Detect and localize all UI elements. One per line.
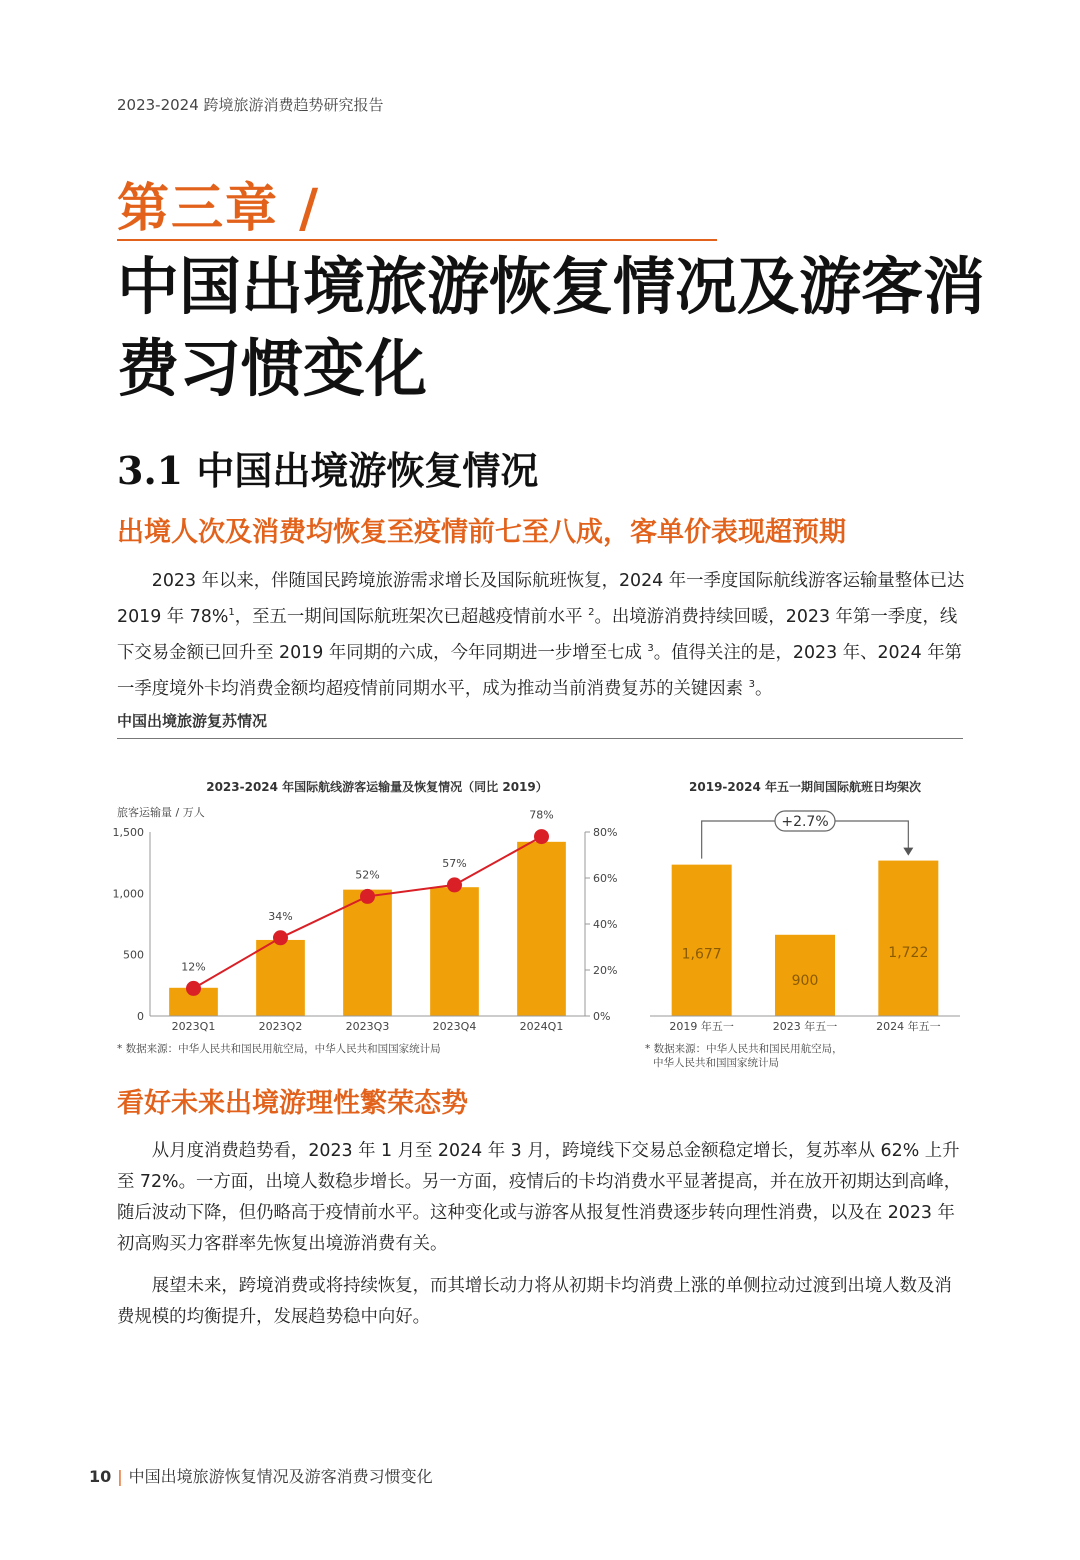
- recovery-label: 57%: [442, 856, 467, 870]
- recovery-point-2023Q2: [273, 930, 288, 945]
- bar-2019 年五一: [672, 865, 732, 1016]
- y-axis-label: 旅客运输量 / 万人: [117, 806, 205, 819]
- bar-2024Q1: [517, 842, 566, 1016]
- x-tick-label: 2024 年五一: [876, 1020, 941, 1033]
- bar-2023Q4: [430, 887, 479, 1016]
- left-tick-label: 500: [123, 948, 144, 962]
- footnote-ref: 2: [588, 607, 595, 618]
- right-tick-label: 20%: [593, 964, 618, 977]
- recovery-heading: 出境人次及消费均恢复至疫情前七至八成，客单价表现超预期: [117, 517, 846, 548]
- left-tick-label: 1,500: [112, 826, 144, 839]
- passenger-volume-chart: [110, 800, 630, 1040]
- source-line: 中华人民共和国国家统计局: [653, 1057, 779, 1069]
- footnote-ref: 3: [647, 642, 654, 654]
- source-line: * 数据来源：中华人民共和国民用航空局，: [645, 1043, 843, 1055]
- recovery-point-2023Q1: [186, 981, 201, 996]
- recovery-label: 12%: [181, 960, 206, 974]
- para-text: 2023 年以来，伴随国民跨境旅游需求增长及国际航班恢复，2024 年一季度国际航线游客运输量整体已达 2019 年 78%: [117, 571, 965, 627]
- growth-label: +2.7%: [781, 814, 829, 830]
- para-text: 。出境游消费持续回暖，2023 年第一季度，线下交易金额已回升至 2019 年同期的六成，今年同期进一步增至七成: [117, 606, 958, 663]
- outlook-paragraph-2: 展望未来，跨境消费或将持续恢复，而其增长动力将从初期卡均消费上涨的单侧拉动过渡到出境人数及消费规模的均衡提升，发展趋势稳中向好。: [117, 1276, 952, 1327]
- para-text: ，至五一期间国际航班架次已超越疫情前水平: [234, 606, 589, 627]
- footnote-ref: 3: [748, 678, 755, 690]
- recovery-point-2024Q1: [534, 829, 549, 844]
- bar-value-label: 1,677: [681, 946, 722, 963]
- x-tick-label: 2023 年五一: [772, 1020, 838, 1033]
- bar-value-label: 900: [791, 973, 819, 990]
- report-header: 2023-2024 跨境旅游消费趋势研究报告: [117, 96, 384, 114]
- chapter-label: 第三章 /: [117, 178, 321, 239]
- para-text: 。: [754, 678, 773, 699]
- para-text: 。值得关注的是，2023 年、2024 年第一季度境外卡均消费金额均超疫情前同期水平，成为推动当前消费复苏的关键因素: [117, 642, 963, 699]
- left-chart-source: * 数据来源：中华人民共和国民用航空局，中华人民共和国国家统计局: [117, 1043, 441, 1055]
- x-tick-label: 2023Q1: [171, 1020, 216, 1033]
- left-chart-title: 2023-2024 年国际航线游客运输量及恢复情况（同比 2019）: [206, 780, 548, 794]
- right-tick-label: 80%: [593, 826, 618, 839]
- arrow-head-icon: [903, 848, 913, 856]
- right-chart-source: [645, 1042, 843, 1070]
- page-number: 10: [89, 1467, 112, 1486]
- x-tick-label: 2024Q1: [519, 1020, 564, 1033]
- page-footer: [89, 1464, 433, 1487]
- x-tick-label: 2023Q4: [432, 1020, 477, 1033]
- section-heading: 3.1 中国出境游恢复情况: [117, 448, 539, 493]
- chapter-title: 中国出境旅游恢复情况及游客消费习惯变化: [117, 250, 986, 405]
- recovery-label: 78%: [529, 808, 554, 822]
- recovery-label: 34%: [268, 909, 293, 923]
- left-tick-label: 0: [137, 1010, 144, 1023]
- recovery-label: 52%: [355, 868, 380, 882]
- figure-divider: [117, 738, 963, 739]
- figure-title: 中国出境旅游复苏情况: [117, 712, 268, 730]
- right-tick-label: 40%: [593, 918, 618, 931]
- right-chart-title: 2019-2024 年五一期间国际航班日均架次: [689, 780, 921, 794]
- bar-2023Q2: [256, 940, 305, 1016]
- x-tick-label: 2019 年五一: [669, 1020, 734, 1033]
- bar-2023Q3: [343, 890, 392, 1016]
- right-tick-label: 60%: [593, 872, 618, 885]
- footer-text: 中国出境旅游恢复情况及游客消费习惯变化: [128, 1467, 433, 1486]
- x-tick-label: 2023Q2: [258, 1020, 303, 1033]
- flight-count-chart: [648, 800, 963, 1040]
- x-tick-label: 2023Q3: [345, 1020, 390, 1033]
- right-tick-label: 0%: [593, 1010, 611, 1023]
- outlook-heading: 看好未来出境游理性繁荣态势: [117, 1088, 468, 1119]
- recovery-paragraph: [117, 566, 965, 704]
- chapter-divider: [117, 239, 717, 241]
- recovery-point-2023Q4: [447, 877, 462, 892]
- footnote-ref: 1: [228, 607, 235, 618]
- bar-2024 年五一: [878, 861, 938, 1016]
- left-tick-label: 1,000: [112, 887, 144, 901]
- footer-separator: |: [117, 1467, 123, 1486]
- bar-value-label: 1,722: [888, 944, 929, 961]
- outlook-paragraph-1: 从月度消费趋势看，2023 年 1 月至 2024 年 3 月，跨境线下交易总金额稳定增长，复苏率从 62% 上升至 72%。一方面，出境人数稳步增长。另一方面，疫情后的卡均消费水平显著提高，并在放开初期达到高峰，随后波动下降，但仍略高于疫情前水平。这种变化或与游客从报复性消费逐步转向理性消费，以及在 2023 年初高购买力客群率先恢复出境游消费有关。: [117, 1141, 962, 1254]
- recovery-point-2023Q3: [360, 889, 375, 904]
